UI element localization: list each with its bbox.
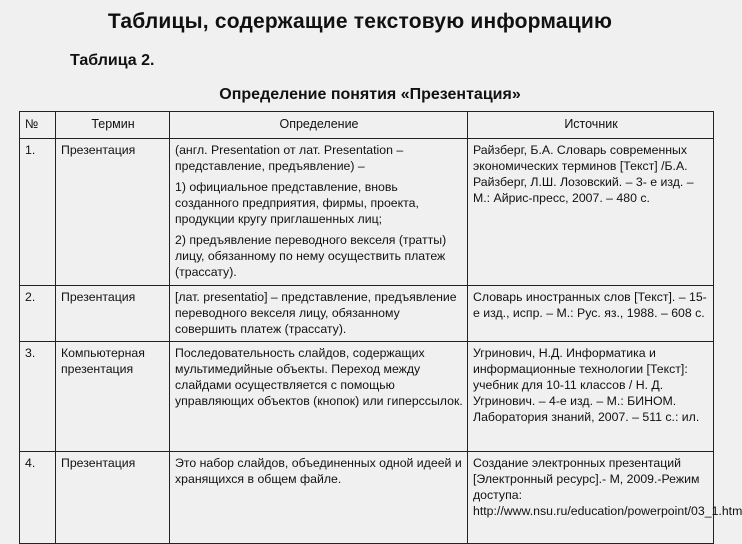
header-term: Термин: [56, 112, 170, 139]
row-definition: [лат. presentatio] – представление, предъявление переводного векселя лицу, обязанному совершить платеж (трассату).: [170, 286, 468, 342]
row-num: 3.: [20, 342, 56, 452]
table-caption: Определение понятия «Презентация»: [219, 86, 521, 103]
table-row: [20, 452, 714, 544]
row-term: Презентация: [56, 452, 170, 544]
row-num: 4.: [20, 452, 56, 544]
header-source: Источник: [468, 112, 714, 139]
definition-table: [19, 111, 742, 544]
row-num: 2.: [20, 286, 56, 342]
definition-part: (англ. Presentation от лат. Presentation – представление, предъявление) –: [175, 143, 404, 173]
row-definition: Это набор слайдов, объединенных одной идеей и хранящихся в общем файле.: [170, 452, 468, 544]
table-label: Таблица 2.: [70, 52, 155, 69]
table-row: [20, 286, 714, 342]
definition-part: 1) официальное представление, вновь созданного предприятия, фирмы, проекта, продукции кругу приглашенных лиц;: [175, 180, 419, 226]
row-definition: [170, 139, 468, 286]
definition-part: 2) предъявление переводного векселя (тратты) лицу, обязанному по нему осуществить платеж (трассату).: [175, 233, 447, 279]
row-term: Презентация: [56, 286, 170, 342]
table-row: [20, 342, 714, 452]
header-num: №: [20, 112, 56, 139]
slide-title: Таблицы, содержащие текстовую информацию: [107, 10, 613, 33]
row-term: Презентация: [56, 139, 170, 286]
row-term: Компьютерная презентация: [56, 342, 170, 452]
table-header-row: [20, 112, 714, 139]
row-source: Словарь иностранных слов [Текст]. – 15-е изд., испр. – М.: Рус. яз., 1988. – 608 с.: [468, 286, 714, 342]
table-row: [20, 139, 714, 286]
header-definition: Определение: [170, 112, 468, 139]
row-source: Угринович, Н.Д. Информатика и информационные технологии [Текст]: учебник для 10-11 классов / Н. Д. Угринович. – 4-е изд. – М.: БИНОМ. Лаборатория знаний, 2007. – 511 с.: ил.: [468, 342, 714, 452]
row-source: Райзберг, Б.А. Словарь современных экономических терминов [Текст] /Б.А. Райзберг, Л.Ш. Лозовский. – 3- е изд. – М.: Айрис-пресс, 2007. – 480 с.: [468, 139, 714, 286]
row-source: Создание электронных презентаций [Электронный ресурс].- М, 2009.-Режим доступа: http://www.nsu.ru/education/powerpoint/03_1.htm: [468, 452, 714, 544]
row-num: 1.: [20, 139, 56, 286]
row-definition: Последовательность слайдов, содержащих мультимедийные объекты. Переход между слайдами осуществляется с помощью управляющих объектов (кнопок) или гиперссылок.: [170, 342, 468, 452]
